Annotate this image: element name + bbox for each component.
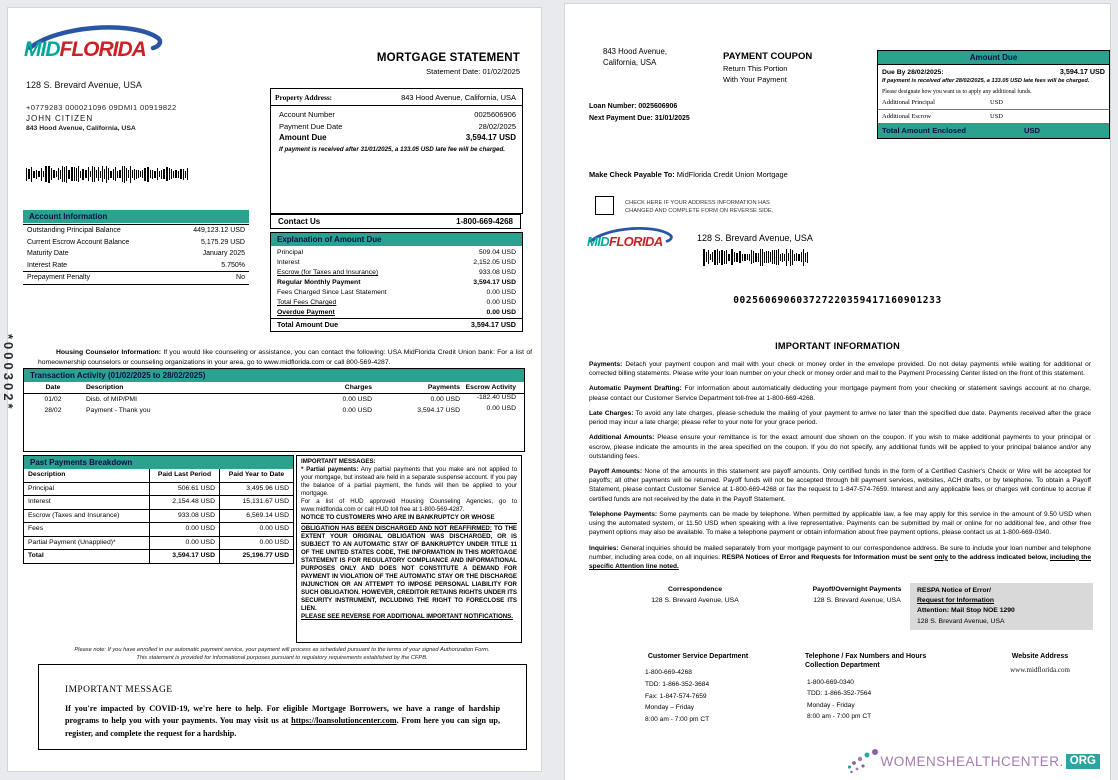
cell-payments: 0.00 USD <box>430 395 460 403</box>
additional-principal-label: Additional Principal <box>882 99 935 107</box>
cell-date: 01/02 <box>44 395 62 403</box>
due-by-label: Due By 28/02/2025: <box>882 69 944 76</box>
midflorida-logo-small <box>587 230 680 255</box>
customer-service-title: Customer Service Department <box>647 653 749 660</box>
account-number-value: 0025606906 <box>474 110 516 119</box>
respa-line4: 128 S. Brevard Avenue, USA <box>917 617 1005 625</box>
branch-address: 128 S. Brevard Avenue, USA <box>697 233 813 243</box>
watermark-org-badge: ORG <box>1066 754 1100 769</box>
watermark-name: WOMENSHEALTHCENTER. <box>880 753 1064 769</box>
table-row: Partial Payment (Unapplied)* 0.00 USD 0.00 USD <box>24 537 293 551</box>
return-address-line1: 843 Hood Avenue, <box>603 47 668 56</box>
col-days: Monday - Friday <box>807 701 855 709</box>
amount-due-label: Amount Due <box>279 133 327 142</box>
statement-title: MORTGAGE STATEMENT <box>376 52 520 64</box>
row-label: Escrow (for Taxes and Insurance) <box>277 269 379 276</box>
coupon-sub1: Return This Portion <box>723 64 788 73</box>
total-enclosed-unit: USD <box>1024 126 1041 136</box>
amount-due-value: 3,594.17 USD <box>465 133 516 142</box>
paragraph-payoff-amounts: Payoff Amounts: None of the amounts in this statement are payoff amounts. Only certified funds in the form of a Certified Cashier's Check or Wire will be accepted for payoffs; all other payments will be returned. Payoff funds will not be accepted through bill payment services, websites, ACH drafts, or by telephone. To obtain a Payoff Statement, please contact Customer Service at 1-800-669-4268 or fax the request to 1-847-574-7659. Interest and any applicable fees or charges will continue to accrue if certified funds are not received by the date in the Payoff Statement. <box>589 467 1091 503</box>
col-description: Description <box>86 384 124 391</box>
important-information-title: IMPORTANT INFORMATION <box>775 341 900 351</box>
respa-line1: RESPA Notice of Error/ <box>917 587 992 594</box>
im-reverse-note: PLEASE SEE REVERSE FOR ADDITIONAL IMPORTANT NOTIFICATIONS. <box>301 613 513 620</box>
housing-label: Housing Counselor Information: <box>56 349 162 356</box>
watermark-dots-icon <box>847 748 879 774</box>
customer-service-column <box>613 652 783 725</box>
statement-date: Statement Date: 01/02/2025 <box>426 67 520 76</box>
collection-title2: Collection Department <box>805 662 880 670</box>
row-label: Maturity Date <box>27 250 69 257</box>
col-hours: 8:00 am - 7:00 pm CT <box>807 713 872 721</box>
mail-code: +0779283 000021096 09DMI1 00919822 <box>26 103 177 112</box>
housing-text: If you would like counseling or assistance, you can contact the following: USA MidFlorida Credit Union bank: For a list of homeownership counselors or counseling organizations in your area, go to www.midflorida.com or call 800-569-4287. <box>38 349 532 367</box>
cell-charges: 0.00 USD <box>342 395 372 403</box>
return-address-line2: California, USA <box>603 58 657 68</box>
covid-text-after: . From here you can sign up, register, and complete the request for a hardship. <box>65 716 500 738</box>
recipient-name: JOHN CITIZEN <box>26 114 94 123</box>
website-link[interactable]: www.midflorida.com <box>1010 666 1070 675</box>
correspondence-title: Correspondence <box>667 586 722 593</box>
row-value: 0.00 USD <box>486 299 516 306</box>
row-label: Interest Rate <box>27 261 68 269</box>
cs-phone: 1-800-669-4268 <box>645 669 692 677</box>
row-value: 2,152.05 USD <box>473 259 516 266</box>
col-payments: Payments <box>427 384 460 391</box>
row-value: 933.08 USD <box>478 269 516 276</box>
cs-days: Monday – Friday <box>645 704 695 712</box>
logo-florida: FLORIDA <box>59 38 146 61</box>
make-check-value: MidFlorida Credit Union Mortgage <box>674 170 788 179</box>
past-payments-title: Past Payments Breakdown <box>24 456 293 469</box>
contact-label: Contact Us <box>278 217 321 226</box>
im-partial-text: Any partial payments that you make are not applied to your mortgage, but instead are held in a separate suspense account. If you pay the balance of a partial payment, the funds will then be applied to your mortgage. <box>301 466 517 497</box>
paragraph-payments: Payments: Detach your payment coupon and mail with your check or money order in the envelope provided. Do not delay payments while waiting for additional or corrected billing statements. Please write your loan number on your check or money order and mail to the Payment Processing Center listed on the front of this statement. <box>589 361 1091 378</box>
recipient-address: 843 Hood Avenue, California, USA <box>26 125 136 132</box>
row-value: 449,123.12 USD <box>193 227 245 234</box>
covid-text-before: If you're impacted by COVID-19, we're here to help. For eligible Mortgage Borrowers, we have a range of hardship programs to help you with your payments. You may visit us at <box>65 704 500 726</box>
row-value: 5.750% <box>221 261 245 269</box>
contact-phone: 1-800-669-4268 <box>456 217 513 226</box>
payment-due-date-row <box>271 121 522 133</box>
cell-escrow: 0.00 USD <box>486 404 516 412</box>
past-payments-table <box>23 455 294 564</box>
explanation-box <box>270 232 523 332</box>
row-value: 3,594.17 USD <box>470 320 516 329</box>
payment-due-date-label: Payment Due Date <box>279 121 343 131</box>
row-value: January 2025 <box>202 250 245 257</box>
row-label: Interest <box>277 259 300 266</box>
col-escrow-activity: Escrow Activity <box>465 384 516 391</box>
paragraph-telephone-payments: Telephone Payments: Some payments can be made by telephone. When permitted by applicable law, a fee may apply for this service in the amount of 9.50 USD when using the automated system, or 11.50 USD when speaking with a live representative. Payments can be submitted by mail or online for no additional fee, and other free payment options may also be available. To make a telephone payment or obtain information about free payment options, please contact us at 1-800-669-0340. <box>589 510 1091 537</box>
watermark <box>847 748 1100 774</box>
amount-due-title: Amount Due <box>878 51 1109 64</box>
table-row: Interest 2,154.48 USD 15,131.67 USD <box>24 496 293 510</box>
additional-escrow-row[interactable] <box>878 110 1109 124</box>
col-tdd: TDD: 1-866-352-7564 <box>807 690 872 698</box>
col-charges: Charges <box>344 384 372 391</box>
im-notice-intro: NOTICE TO CUSTOMERS WHO ARE IN BANKRUPTCY OR WHOSE <box>301 514 495 521</box>
cs-tdd: TDD: 1-866-352-3684 <box>645 680 710 688</box>
sender-address: 128 S. Brevard Avenue, USA <box>26 80 142 90</box>
collection-title1: Telephone / Fax Numbers and Hours <box>805 653 927 660</box>
covid-message-box <box>38 664 527 750</box>
collection-column <box>793 652 968 723</box>
loan-solution-link[interactable]: https://loansolutioncenter.com <box>291 716 397 726</box>
correspondence-address: 128 S. Brevard Avenue, USA <box>651 596 739 604</box>
website-column <box>985 652 1095 674</box>
col-paid-last-period: Paid Last Period <box>150 469 220 483</box>
important-information-paragraphs <box>589 360 1091 577</box>
row-value: No <box>236 274 245 281</box>
cell-description: Disb. of MIP/PMI <box>86 395 137 403</box>
coupon-barcode-icon <box>703 249 808 265</box>
im-hud-text: For a list of HUD approved Housing Counseling Agencies, go to www.midflorida.com or call HUD toll free at 1-800-569-4287. <box>301 498 517 513</box>
cs-hours: 8:00 am - 7:00 pm CT <box>645 715 710 723</box>
row-label: Prepayment Penalty <box>27 274 91 281</box>
vertical-batch-code: *000302* <box>1 334 16 412</box>
covid-title: IMPORTANT MESSAGE <box>65 685 173 695</box>
table-row: Principal 506.61 USD 3,495.96 USD <box>24 483 293 497</box>
amount-due-box <box>877 50 1110 139</box>
due-by-value: 3,594.17 USD <box>1059 67 1105 76</box>
cs-fax: Fax: 1-847-574-7659 <box>645 692 707 700</box>
logo-mid: MID <box>587 234 610 250</box>
col-paid-ytd: Paid Year to Date <box>220 469 293 483</box>
row-label: Fees Charged Since Last Statement <box>277 289 387 296</box>
property-address-value: 843 Hood Avenue, California, USA <box>401 93 516 102</box>
row-value: 3,594.17 USD <box>473 279 516 286</box>
address-change-line2: CHANGED AND COMPLETE FORM ON REVERSE SIDE. <box>625 207 774 214</box>
respa-line3: Attention: Mail Stop NOE 1290 <box>917 607 1015 615</box>
midflorida-logo <box>24 30 174 70</box>
im-heading: IMPORTANT MESSAGES: <box>301 458 376 465</box>
logo-florida: FLORIDA <box>609 234 663 250</box>
additional-escrow-label: Additional Escrow <box>882 113 931 121</box>
coupon-late-note: If payment is received after 28/02/2025, a 133.05 USD late fees will be charged. <box>882 78 1090 84</box>
row-label: Regular Monthly Payment <box>277 279 361 286</box>
total-enclosed-label: Total Amount Enclosed <box>882 126 966 136</box>
late-fee-note: If payment is received after 31/01/2025, a 133.05 USD late fee will be charged. <box>279 145 505 153</box>
respa-line2: Request for Information <box>917 597 995 605</box>
loan-number: Loan Number: 0025606906 <box>589 103 678 110</box>
account-info-title: Account Information <box>23 210 249 223</box>
transaction-activity-table <box>23 368 525 452</box>
table-row: Escrow (Taxes and Insurance) 933.08 USD 6,569.14 USD <box>24 510 293 524</box>
table-row <box>24 405 524 416</box>
im-notice-body: TO THE EXTENT YOUR ORIGINAL OBLIGATION WAS DISCHARGED, OR IS SUBJECT TO AN AUTOMATIC STAY OF BANKRUPTCY UNDER TITLE 11 OF THE UNITED STATES CODE, THE INFORMATION IN THIS MORTGAGE STATEMENT IS FOR REGULATORY COMPLIANCE AND INFORMATIONAL PURPOSES ONLY AND DOES NOT CONSTITUTE A DEMAND FOR PAYMENT IN VIOLATION OF THE AUTOMATIC STAY OR THE DISCHARGE INJUNCTION OR AN ATTEMPT TO IMPOSE PERSONAL LIABILITY FOR SUCH OBLIGATION. HOWEVER, CREDITOR RETAINS RIGHTS UNDER ITS SECURITY INSTRUMENT, INCLUDING THE RIGHT TO FORECLOSE ITS LIEN. <box>301 525 517 612</box>
table-row <box>24 394 524 405</box>
transaction-title: Transaction Activity (01/02/2025 to 28/02/2025) <box>24 369 524 382</box>
account-number-label: Account Number <box>279 110 335 119</box>
col-phone: 1-800-669-0340 <box>807 678 854 686</box>
im-discharged-heading: OBLIGATION HAS BEEN DISCHARGED AND NOT REAFFIRMED: <box>301 525 492 532</box>
cell-date: 28/02 <box>44 406 62 414</box>
row-label: Outstanding Principal Balance <box>27 227 121 234</box>
coupon-page <box>565 4 1110 780</box>
account-info-box <box>23 210 249 285</box>
coupon-sub2: With Your Payment <box>723 74 787 84</box>
property-address-label: Property Address: <box>275 93 333 102</box>
row-label: Current Escrow Account Balance <box>27 238 130 246</box>
row-value: 509.04 USD <box>478 249 516 256</box>
cell-charges: 0.00 USD <box>342 406 372 414</box>
table-row: Fees 0.00 USD 0.00 USD <box>24 523 293 537</box>
address-barcode-icon <box>26 164 188 184</box>
explanation-title: Explanation of Amount Due <box>271 233 522 246</box>
row-value: 0.00 USD <box>486 309 516 316</box>
row-value: 0.00 USD <box>486 289 516 296</box>
important-messages-box <box>296 455 522 643</box>
next-payment-due: Next Payment Due: 31/01/2025 <box>589 114 690 122</box>
amount-due-row <box>271 132 522 144</box>
website-title: Website Address <box>1011 653 1069 660</box>
payoff-address: 128 S. Brevard Avenue, USA <box>813 596 901 604</box>
designate-note: Please designate how you want us to apply any additional funds. <box>882 89 1032 96</box>
paragraph-late-charges: Late Charges: To avoid any late charges, please schedule the mailing of your payment to arrive no later than the specified due date. Payments received after the grace period may incur a late charge; please refer to your note for your grace period. <box>589 409 1091 427</box>
contact-box <box>270 214 521 229</box>
col-date: Date <box>45 384 61 391</box>
please-note <box>38 646 526 663</box>
make-check-label: Make Check Payable To: <box>589 170 675 179</box>
cell-escrow: -182.40 USD <box>476 393 516 401</box>
coupon-title: PAYMENT COUPON <box>723 51 813 62</box>
respa-notice-box <box>910 583 1093 630</box>
payoff-title: Payoff/Overnight Payments <box>812 586 902 593</box>
row-label: Total Amount Due <box>277 320 339 329</box>
address-change-checkbox[interactable] <box>595 196 614 215</box>
ocr-account-line: 002560690603727220359417160901233 <box>733 295 942 306</box>
paragraph-additional-amounts: Additional Amounts: Please ensure your remittance is for the exact amount due shown on the coupon. If you wish to make additional payments to your principal or escrow, please indicate the amounts in the area specified on the coupon. If you do not specify, any additional funds will be applied to your principal balance and/or any outstanding fees. <box>589 434 1091 460</box>
col-description: Description <box>24 469 150 483</box>
please-note-line2: This statement is provided for informational purposes pursuant to regulatory requirements established by the CFPB. <box>136 655 428 662</box>
additional-principal-unit: USD <box>990 99 1004 107</box>
statement-page <box>1 8 541 771</box>
im-partial-label: * Partial payments: <box>301 466 359 473</box>
correspondence-column <box>620 585 770 607</box>
account-number-row <box>271 109 522 121</box>
please-note-line1: Please note: If you have enrolled in our automatic payment service, your payment will process as scheduled pursuant to the terms of your signed Authorization Form. <box>74 647 490 653</box>
row-label: Principal <box>277 249 304 256</box>
additional-principal-row[interactable] <box>878 96 1109 110</box>
cell-payments: 3,594.17 USD <box>417 406 460 414</box>
address-change-line1: CHECK HERE IF YOUR ADDRESS INFORMATION HAS <box>625 200 770 206</box>
row-label: Overdue Payment <box>277 309 335 316</box>
property-amount-box <box>270 88 523 214</box>
additional-escrow-unit: USD <box>990 113 1004 121</box>
logo-mid: MID <box>24 38 60 61</box>
row-value: 5,175.29 USD <box>201 238 245 246</box>
paragraph-auto-drafting: Automatic Payment Drafting: For information about automatically deducting your mortgage payment from your checking or statement savings account at no charge, please contact our Customer Service Department toll-free at 1-800-669-4268. <box>589 385 1092 402</box>
row-label: Total Fees Charged <box>277 299 337 306</box>
cell-description: Payment - Thank you <box>86 406 151 414</box>
housing-counselor-note <box>38 348 532 368</box>
table-total-row: Total 3,594.17 USD 25,196.77 USD <box>24 550 293 563</box>
paragraph-inquiries: Inquiries: General inquiries should be mailed separately from your mortgage payment to our correspondence address. Be sure to include your loan number and telephone number, including area code, on all inquiries. RESPA Notices of Error and Requests for Information must be sent only to the address indicated below, including the specific Attention line noted. <box>589 544 1091 570</box>
payment-due-date-value: 28/02/2025 <box>478 121 516 131</box>
